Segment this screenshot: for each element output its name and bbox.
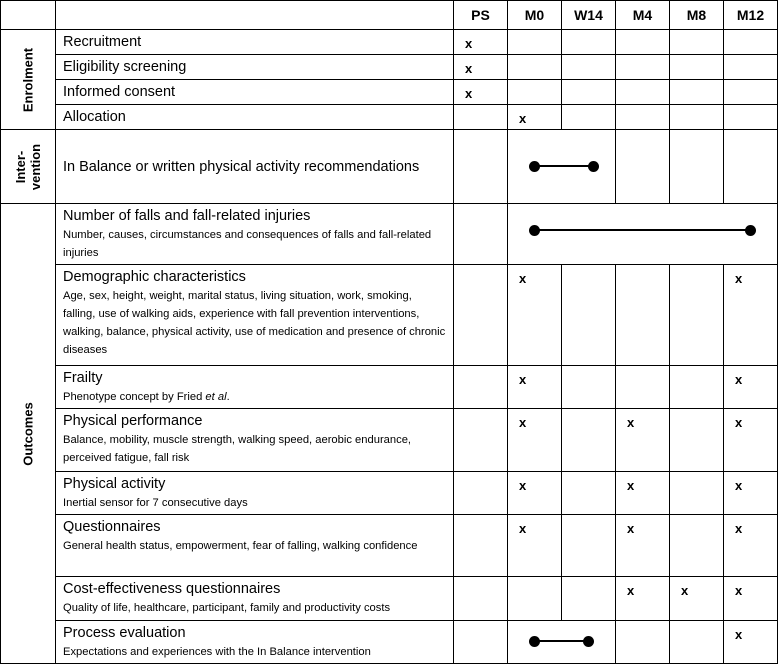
mark-cell: x bbox=[670, 577, 724, 621]
mark-cell: x bbox=[724, 577, 778, 621]
row-label: Physical activity Inertial sensor for 7 consecutive days bbox=[56, 472, 454, 515]
mark-cell: x bbox=[724, 366, 778, 409]
table-row bbox=[1, 515, 778, 577]
table-row bbox=[1, 265, 778, 366]
row-label: Recruitment bbox=[56, 30, 454, 55]
row-label: Physical performance Balance, mobility, muscle strength, walking speed, aerobic endurance, perceived fatigue, fall risk bbox=[56, 409, 454, 472]
mark-cell: x bbox=[616, 409, 670, 472]
mark-cell: x bbox=[616, 577, 670, 621]
group-outcomes: Outcomes bbox=[1, 204, 56, 664]
corner-cell bbox=[1, 1, 56, 30]
col-m12: M12 bbox=[724, 1, 778, 30]
mark-cell: x bbox=[724, 621, 778, 664]
row-label: Number of falls and fall-related injuries Number, causes, circumstances and consequences of falls and fall-related injuries bbox=[56, 204, 454, 265]
header-row bbox=[1, 1, 778, 30]
mark-cell: x bbox=[454, 30, 508, 55]
mark-cell: x bbox=[724, 472, 778, 515]
timeline-m0-m12 bbox=[508, 204, 778, 265]
mark-cell: x bbox=[508, 105, 562, 130]
mark-cell: x bbox=[508, 409, 562, 472]
mark-cell: x bbox=[508, 366, 562, 409]
table-row bbox=[1, 472, 778, 515]
row-label: In Balance or written physical activity recommendations bbox=[56, 130, 454, 204]
mark-cell: x bbox=[616, 472, 670, 515]
group-enrolment: Enrolment bbox=[1, 30, 56, 130]
col-m0: M0 bbox=[508, 1, 562, 30]
table-row bbox=[1, 105, 778, 130]
table-row bbox=[1, 30, 778, 55]
table-row bbox=[1, 366, 778, 409]
row-label: Process evaluation Expectations and experiences with the In Balance intervention bbox=[56, 621, 454, 664]
row-label: Questionnaires General health status, empowerment, fear of falling, walking confidence bbox=[56, 515, 454, 577]
table-row bbox=[1, 409, 778, 472]
mark-cell: x bbox=[724, 265, 778, 366]
row-label: Eligibility screening bbox=[56, 55, 454, 80]
mark-cell: x bbox=[616, 515, 670, 577]
corner-cell-2 bbox=[56, 1, 454, 30]
mark-cell: x bbox=[508, 265, 562, 366]
mark-cell: x bbox=[508, 515, 562, 577]
table-row bbox=[1, 55, 778, 80]
mark-cell: x bbox=[454, 80, 508, 105]
mark-cell: x bbox=[724, 515, 778, 577]
mark-cell: x bbox=[508, 472, 562, 515]
col-ps: PS bbox=[454, 1, 508, 30]
table-row bbox=[1, 577, 778, 621]
row-label: Allocation bbox=[56, 105, 454, 130]
row-label: Cost-effectiveness questionnaires Quality of life, healthcare, participant, family and productivity costs bbox=[56, 577, 454, 621]
timeline-m0-w14 bbox=[508, 130, 616, 204]
col-w14: W14 bbox=[562, 1, 616, 30]
row-label: Frailty Phenotype concept by Fried et al. bbox=[56, 366, 454, 409]
group-intervention: Inter- vention bbox=[1, 130, 56, 204]
col-m8: M8 bbox=[670, 1, 724, 30]
row-label: Demographic characteristics Age, sex, height, weight, marital status, living situation, work, smoking, falling, use of walking aids, experience with fall prevention interventions, walking, balance, physical activity, use of medication and presence of chronic diseases bbox=[56, 265, 454, 366]
timeline-process bbox=[508, 621, 616, 664]
table-row bbox=[1, 130, 778, 204]
table-row bbox=[1, 621, 778, 664]
mark-cell: x bbox=[724, 409, 778, 472]
mark-cell: x bbox=[454, 55, 508, 80]
row-label: Informed consent bbox=[56, 80, 454, 105]
table-row bbox=[1, 80, 778, 105]
col-m4: M4 bbox=[616, 1, 670, 30]
table-row bbox=[1, 204, 778, 265]
